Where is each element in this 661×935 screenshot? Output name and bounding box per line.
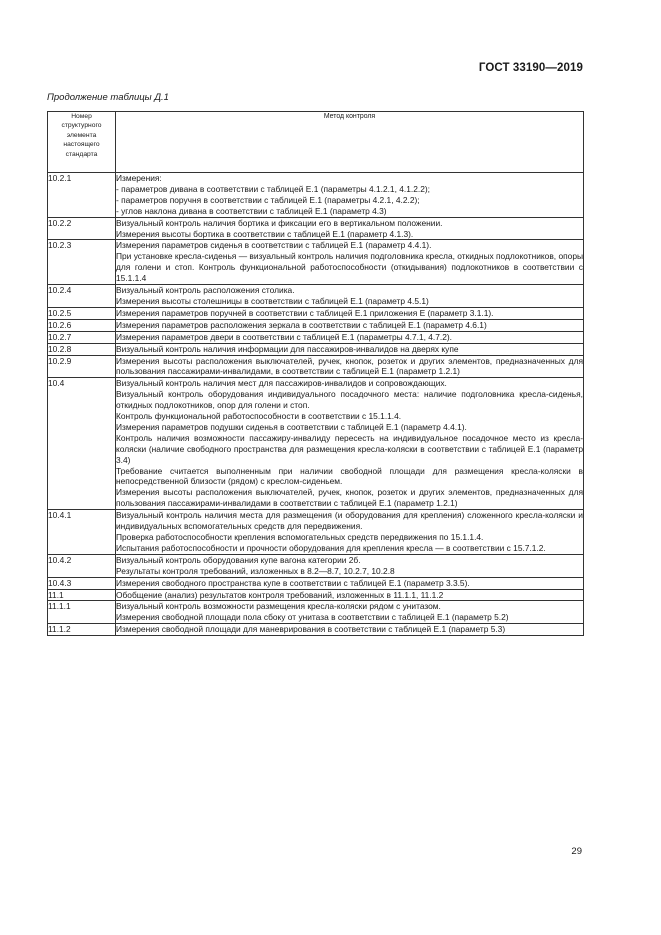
method-text-line: Измерения параметров сиденья в соответствии с таблицей Е.1 (параметр 4.4.1).: [116, 240, 432, 251]
element-number-cell: 10.4.2: [48, 554, 116, 577]
method-text-line: Измерения:: [116, 173, 162, 183]
table-row: [48, 319, 584, 331]
control-method-cell: [116, 319, 584, 331]
table-row: [48, 378, 584, 510]
method-text-line: Визуальный контроль наличия информации для пассажиров-инвалидов на дверях купе: [116, 343, 459, 354]
method-text-line: Измерения высоты расположения выключателей, ручек, кнопок, розеток и других элементов, предназначенных для пользования пассажирами-инвалидами, в соответствии с таблицей Е.1 (параметр 1.2.1): [116, 355, 583, 377]
page-number: 29: [571, 846, 582, 857]
control-method-cell: [116, 343, 584, 355]
element-number-cell: 10.2.1: [48, 173, 116, 218]
element-number-cell: 10.2.9: [48, 355, 116, 378]
method-text-line: Измерения параметров двери в соответствии с таблицей Е.1 (параметры 4.7.1, 4.7.2).: [116, 331, 453, 342]
table-row: [48, 285, 584, 308]
table-header-row: [48, 112, 584, 173]
control-method-cell: [116, 577, 584, 589]
element-number-cell: 10.2.6: [48, 319, 116, 331]
method-text-line: Измерения высоты расположения выключателей, ручек, кнопок, розеток и других элементов, предназначенных для пользования пассажирами-инвалидами в соответствии с таблицей Е.1 (параметр 1.2.1): [116, 487, 583, 509]
method-text-line: - параметров дивана в соответствии с таблицей Е.1 (параметры 4.1.2.1, 4.1.2.2);: [116, 183, 430, 194]
method-text-line: Визуальный контроль оборудования купе вагона категории 2б.: [116, 554, 361, 565]
element-number-cell: 10.2.7: [48, 331, 116, 343]
method-text-line: Измерения параметров поручней в соответствии с таблицей Е.1 приложения Е (параметр 3.1.1).: [116, 307, 494, 318]
method-text-line: Визуальный контроль расположения столика.: [116, 285, 295, 296]
table-row: [48, 217, 584, 240]
table-caption: Продолжение таблицы Д.1: [47, 92, 169, 103]
element-number-cell: 10.2.3: [48, 240, 116, 285]
table-row: [48, 173, 584, 218]
table-row: [48, 601, 584, 624]
method-text-line: Требование считается выполненным при наличии свободной площади для размещения кресла-коляски в непосредственной близости (рядом) с креслом-сиденьем.: [116, 465, 583, 487]
control-method-cell: [116, 510, 584, 555]
document-code: ГОСТ 33190—2019: [478, 62, 583, 74]
table-row: [48, 554, 584, 577]
element-number-cell: 10.2.4: [48, 285, 116, 308]
method-text-line: Результаты контроля требований, изложенных в 8.2—8.7, 10.2.7, 10.2.8: [116, 565, 395, 576]
method-text-line: Визуальный контроль оборудования индивидуального посадочного места: наличие подголовника кресла-сиденья, откидных подлокотников, опор для голени и стоп.: [116, 389, 583, 411]
method-text-line: Обобщение (анализ) результатов контроля требований, изложенных в 11.1.1, 11.1.2: [116, 589, 444, 600]
table-row: [48, 577, 584, 589]
header-line: стандарта: [65, 150, 98, 158]
control-method-cell: [116, 589, 584, 601]
control-method-cell: [116, 355, 584, 378]
header-element-number: [48, 112, 116, 173]
method-text-line: Проверка работоспособности крепления вспомогательных средств передвижения по 15.1.1.4.: [116, 532, 484, 542]
table-row: [48, 240, 584, 285]
method-text-line: - параметров поручня в соответствии с таблицей Е.1 (параметры 4.2.1, 4.2.2);: [116, 194, 420, 205]
header-line: элемента: [66, 131, 97, 139]
method-text-line: Визуальный контроль наличия места для размещения (и оборудования для крепления) сложенного кресла-коляски и индивидуальных вспомогательных средств для передвижения.: [116, 510, 583, 532]
element-number-cell: 10.4.1: [48, 510, 116, 555]
element-number-cell: 10.2.5: [48, 307, 116, 319]
control-method-cell: [116, 307, 584, 319]
method-text-line: Измерения свободного пространства купе в соответствии с таблицей Е.1 (параметр 3.3.5).: [116, 577, 470, 588]
method-text-line: Измерения свободной площади для маневрирования в соответствии с таблицей Е.1 (параметр 5.3): [116, 624, 506, 635]
element-number-cell: 11.1.2: [48, 624, 116, 636]
table-row: [48, 307, 584, 319]
method-text-line: Визуальный контроль возможности размещения кресла-коляски рядом с унитазом.: [116, 601, 441, 612]
element-number-cell: 10.4.3: [48, 577, 116, 589]
table-row: [48, 510, 584, 555]
method-text-line: Измерения параметров подушки сиденья в соответствии с таблицей Е.1 (параметр 4.4.1).: [116, 421, 467, 432]
method-text-line: Измерения высоты столешницы в соответствии с таблицей Е.1 (параметр 4.5.1): [116, 295, 429, 306]
table-row: [48, 331, 584, 343]
control-method-cell: [116, 554, 584, 577]
control-method-cell: [116, 285, 584, 308]
method-text-line: Измерения высоты бортика в соответствии с таблицей Е.1 (параметр 4.1.3).: [116, 228, 414, 239]
method-text-line: Визуальный контроль наличия бортика и фиксации его в вертикальном положении.: [116, 217, 443, 228]
control-method-cell: [116, 331, 584, 343]
element-number-cell: 10.4: [48, 378, 116, 510]
control-method-cell: [116, 624, 584, 636]
method-text-line: Контроль функциональной работоспособности в соответствии с 15.1.1.4.: [116, 411, 402, 422]
header-line: Номер: [71, 113, 92, 120]
control-method-cell: [116, 378, 584, 510]
header-line: настоящего: [63, 141, 100, 149]
header-line: структурного: [61, 122, 102, 130]
element-number-cell: 11.1: [48, 589, 116, 601]
element-number-cell: 11.1.1: [48, 601, 116, 624]
control-method-cell: [116, 217, 584, 240]
table-row: [48, 589, 584, 601]
control-method-cell: [116, 240, 584, 285]
method-text-line: Испытания работоспособности и прочности оборудования для крепления кресла — в соответствии с 15.7.1.2.: [116, 542, 546, 553]
method-text-line: - углов наклона дивана в соответствии с таблицей Е.1 (параметр 4.3): [116, 205, 387, 216]
control-method-cell: [116, 601, 584, 624]
table-row: [48, 624, 584, 636]
method-text-line: Измерения свободной площади пола сбоку от унитаза в соответствии с таблицей Е.1 (параметр 5.2): [116, 612, 509, 623]
table-row: [48, 343, 584, 355]
table-row: [48, 355, 584, 378]
control-methods-table: [47, 111, 584, 636]
method-text-line: Контроль наличия возможности пассажиру-инвалиду пересесть на индивидуальное посадочное место из кресла-коляски (наличие свободного пространства для размещения кресла-коляски в соответствии с таблицей Е.1 (параметр 3.4): [116, 432, 583, 465]
element-number-cell: 10.2.8: [48, 343, 116, 355]
control-method-cell: [116, 173, 584, 218]
element-number-cell: 10.2.2: [48, 217, 116, 240]
method-text-line: При установке кресла-сиденья — визуальный контроль наличия подголовника кресла, откидных подлокотников, опоры для голени и стоп. Контроль функциональной работоспособности (откидывания) подлокотников в соответствии с 15.1.1.4: [116, 251, 583, 284]
header-control-method: Метод контроля: [116, 112, 584, 173]
method-text-line: Визуальный контроль наличия мест для пассажиров-инвалидов и сопровождающих.: [116, 378, 447, 389]
method-text-line: Измерения параметров расположения зеркала в соответствии с таблицей Е.1 (параметр 4.6.1): [116, 319, 487, 330]
